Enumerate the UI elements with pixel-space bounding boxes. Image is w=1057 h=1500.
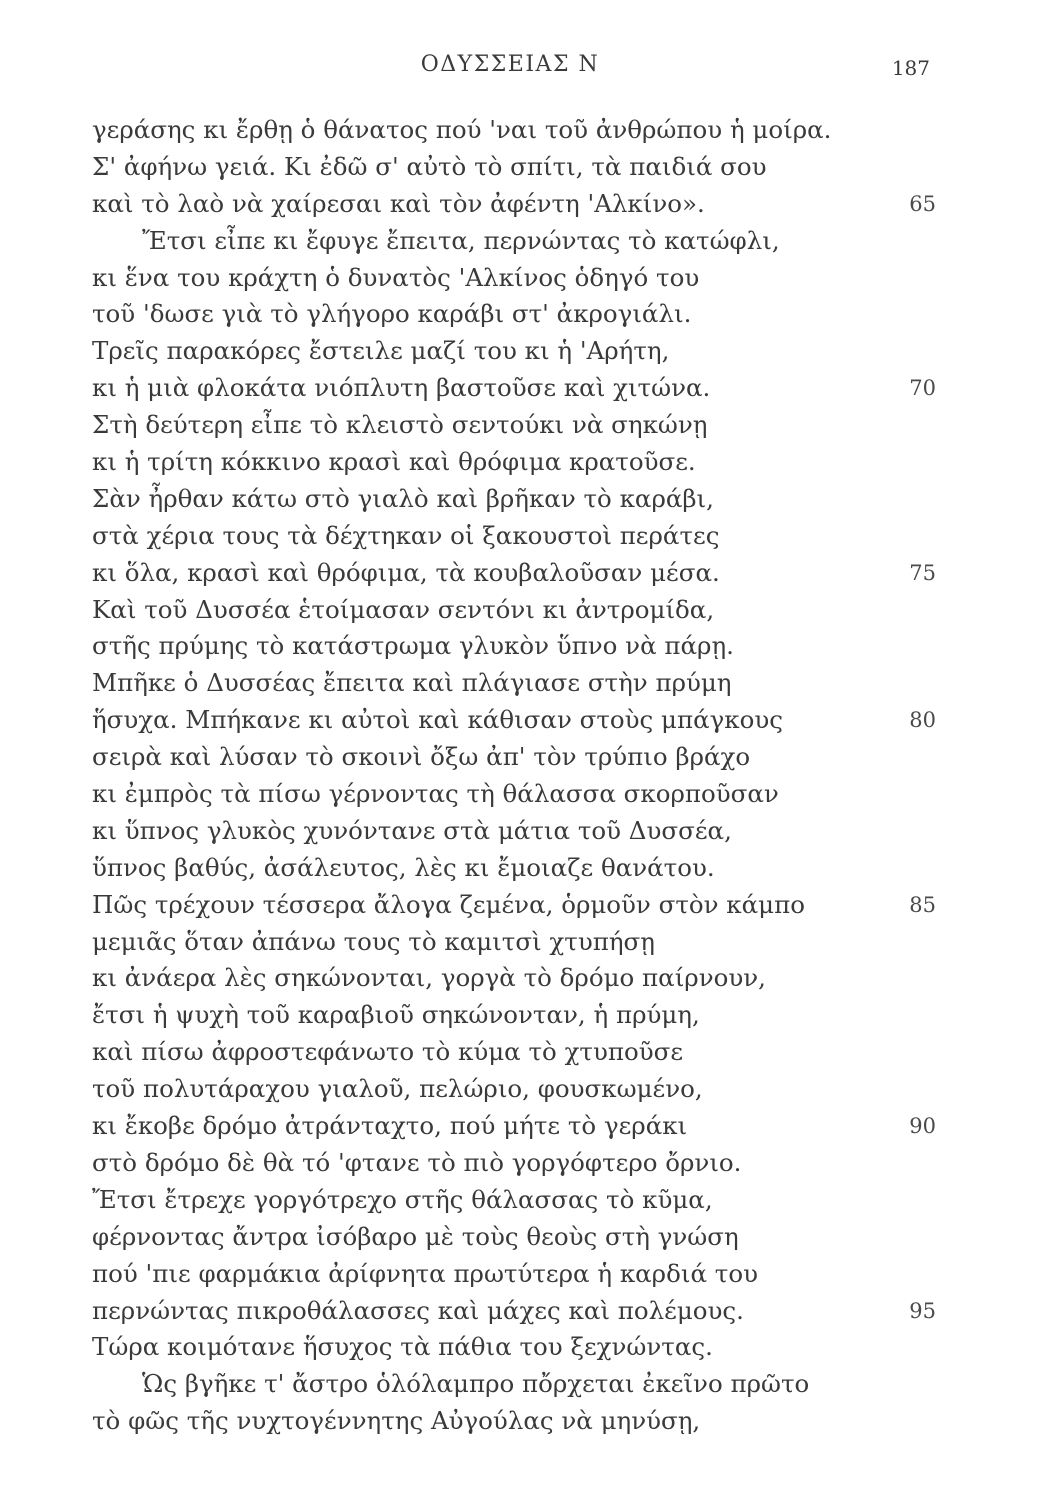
verse-line: [92, 665, 944, 702]
verse-line: [92, 223, 944, 260]
verse-line: [92, 960, 944, 997]
verse-line: [92, 1034, 944, 1071]
line-number: 80: [909, 708, 936, 733]
verse-text: Σ' ἀφήνω γειά. Κι ἐδῶ σ' αὐτὸ τὸ σπίτι, τὰ παιδιά σου: [92, 151, 767, 181]
verse-line: [92, 1145, 944, 1182]
verse-text: κι ἐμπρὸς τὰ πίσω γέρνοντας τὴ θάλασσα σκορποῦσαν: [92, 779, 779, 809]
verse-line: [92, 1071, 944, 1108]
verse-line: [92, 1219, 944, 1256]
verse-text: Ἔτσι εἶπε κι ἔφυγε ἔπειτα, περνώντας τὸ κατώφλι,: [142, 225, 780, 255]
verse-text: πού 'πιε φαρμάκια ἀρίφνητα πρωτύτερα ἡ καρδιά του: [92, 1258, 758, 1288]
verse-text: μεμιᾶς ὅταν ἀπάνω τους τὸ καμιτσὶ χτυπήσῃ: [92, 926, 655, 956]
verse-text: Τώρα κοιμότανε ἥσυχος τὰ πάθια του ξεχνώντας.: [92, 1332, 713, 1362]
verse-line: [92, 592, 944, 629]
verse-line: [92, 112, 944, 149]
verse-text: σειρὰ καὶ λύσαν τὸ σκοινὶ ὄξω ἀπ' τὸν τρύπιο βράχο: [92, 742, 751, 772]
verse-text: κι ἡ μιὰ φλοκάτα νιόπλυτη βαστοῦσε καὶ χιτώνα.: [92, 373, 711, 403]
verse-text: καὶ τὸ λαὸ νὰ χαίρεσαι καὶ τὸν ἀφέντη 'Αλκίνο».: [92, 188, 705, 218]
verse-line: [92, 555, 944, 592]
verse-line: [92, 1108, 944, 1145]
verse-text: κι ὅλα, κρασὶ καὶ θρόφιμα, τὰ κουβαλοῦσαν μέσα.: [92, 557, 720, 587]
line-number: 95: [909, 1298, 936, 1323]
verse-line: [92, 850, 944, 887]
verse-text: κι ἕνα του κράχτη ὁ δυνατὸς 'Αλκίνος ὁδηγό του: [92, 262, 700, 292]
verse-text: Σὰν ἦρθαν κάτω στὸ γιαλὸ καὶ βρῆκαν τὸ καράβι,: [92, 483, 714, 513]
verse-line: [92, 518, 944, 555]
verse-text: ἔτσι ἡ ψυχὴ τοῦ καραβιοῦ σηκώνονταν, ἡ πρύμη,: [92, 1000, 700, 1030]
verse-text: τοῦ πολυτάραχου γιαλοῦ, πελώριο, φουσκωμένο,: [92, 1074, 703, 1104]
verse-text: τὸ φῶς τῆς νυχτογέννητης Αὐγούλας νὰ μηνύσῃ,: [92, 1406, 701, 1436]
verse-line: [92, 702, 944, 739]
verse-line: [92, 1293, 944, 1330]
line-number: 70: [909, 376, 936, 401]
verse-line: [92, 997, 944, 1034]
verse-text: τοῦ 'δωσε γιὰ τὸ γλήγορο καράβι στ' ἀκρογιάλι.: [92, 299, 692, 329]
verse-text: Στὴ δεύτερη εἶπε τὸ κλειστὸ σεντούκι νὰ σηκώνῃ: [92, 410, 708, 440]
verse-line: [92, 370, 944, 407]
verse-text: Καὶ τοῦ Δυσσέα ἑτοίμασαν σεντόνι κι ἀντρομίδα,: [92, 594, 715, 624]
page-number: 187: [891, 56, 930, 80]
verse-text: Ὡς βγῆκε τ' ἄστρο ὁλόλαμπρο πὄρχεται ἐκεῖνο πρῶτο: [142, 1369, 810, 1399]
verse-text: κι ἀνάερα λὲς σηκώνονται, γοργὰ τὸ δρόμο παίρνουν,: [92, 963, 766, 993]
verse-text: Πῶς τρέχουν τέσσερα ἄλογα ζεμένα, ὁρμοῦν στὸν κάμπο: [92, 889, 805, 919]
verse-text: καὶ πίσω ἀφροστεφάνωτο τὸ κύμα τὸ χτυποῦσε: [92, 1037, 684, 1067]
verse-line: [92, 481, 944, 518]
verse-line: [92, 1256, 944, 1293]
verse-text: περνώντας πικροθάλασσες καὶ μάχες καὶ πολέμους.: [92, 1295, 744, 1325]
verse-text: φέρνοντας ἄντρα ἰσόβαρο μὲ τοὺς θεοὺς στὴ γνώση: [92, 1221, 739, 1251]
line-number: 75: [909, 560, 936, 585]
verse-line: [92, 739, 944, 776]
verse-text: στὸ δρόμο δὲ θὰ τό 'φτανε τὸ πιὸ γοργόφτερο ὄρνιο.: [92, 1147, 742, 1177]
verse-text: ἥσυχα. Μπήκανε κι αὐτοὶ καὶ κάθισαν στοὺς μπάγκους: [92, 705, 783, 735]
verse-line: [92, 260, 944, 297]
verse-line: [92, 296, 944, 333]
running-title: ΟΔΥΣΣΕΙΑΣ Ν: [420, 52, 600, 77]
verse-text: ὕπνος βαθύς, ἀσάλευτος, λὲς κι ἔμοιαζε θανάτου.: [92, 852, 715, 882]
verse-line: [92, 186, 944, 223]
verse-block: [92, 112, 944, 1440]
line-number: 90: [909, 1114, 936, 1139]
verse-text: Ἔτσι ἔτρεχε γοργότρεχο στῆς θάλασσας τὸ κῦμα,: [92, 1184, 713, 1214]
verse-text: κι ἔκοβε δρόμο ἀτράνταχτο, πού μήτε τὸ γεράκι: [92, 1111, 688, 1141]
verse-text: στῆς πρύμης τὸ κατάστρωμα γλυκὸν ὕπνο νὰ πάρῃ.: [92, 631, 734, 661]
verse-line: [92, 333, 944, 370]
verse-text: κι ἡ τρίτη κόκκινο κρασὶ καὶ θρόφιμα κρατοῦσε.: [92, 447, 696, 477]
verse-line: [92, 887, 944, 924]
verse-line: [92, 628, 944, 665]
verse-line: [92, 924, 944, 961]
line-number: 65: [909, 191, 936, 216]
verse-line: [92, 444, 944, 481]
verse-line: [92, 407, 944, 444]
verse-line: [92, 1182, 944, 1219]
verse-line: [92, 813, 944, 850]
verse-line: [92, 776, 944, 813]
verse-text: στὰ χέρια τους τὰ δέχτηκαν οἱ ξακουστοὶ περάτες: [92, 520, 720, 550]
verse-text: κι ὕπνος γλυκὸς χυνόντανε στὰ μάτια τοῦ Δυσσέα,: [92, 815, 732, 845]
verse-line: [92, 149, 944, 186]
verse-line: [92, 1403, 944, 1440]
line-number: 85: [909, 892, 936, 917]
verse-text: Τρεῖς παρακόρες ἔστειλε μαζί του κι ἡ 'Αρήτη,: [92, 336, 670, 366]
verse-line: [92, 1366, 944, 1403]
verse-text: γεράσης κι ἔρθῃ ὁ θάνατος πού 'ναι τοῦ ἀνθρώπου ἡ μοίρα.: [92, 115, 832, 144]
verse-text: Μπῆκε ὁ Δυσσέας ἔπειτα καὶ πλάγιασε στὴν πρύμη: [92, 668, 732, 698]
verse-line: [92, 1329, 944, 1366]
